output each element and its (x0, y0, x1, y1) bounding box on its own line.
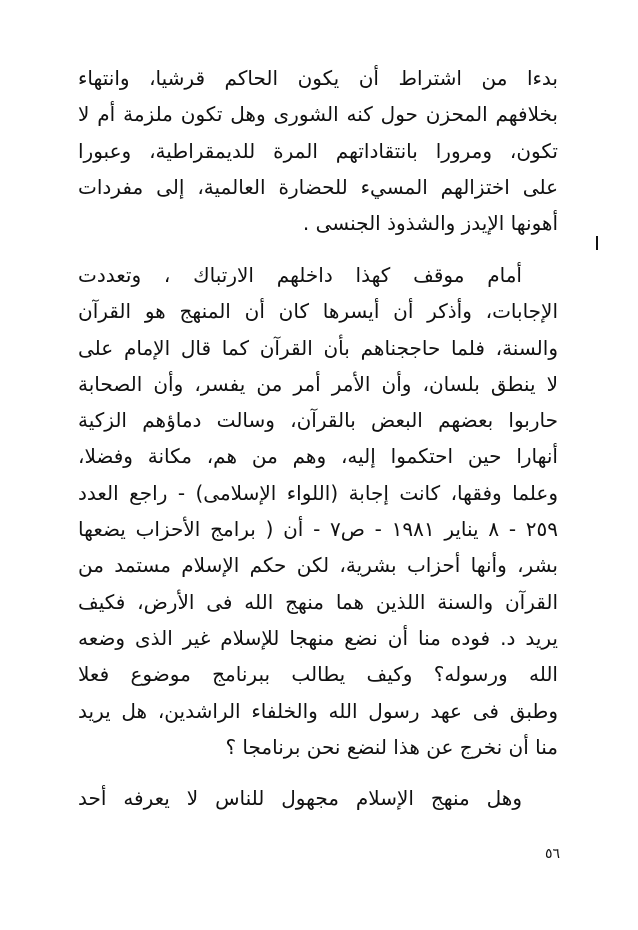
text-line: أنهارا حين احتكموا إليه، وهم من هم، مكانة وفضلا، (78, 444, 558, 469)
text-line: بشر، وأنها أحزاب بشرية، لكن حكم الإسلام مستمد من (78, 553, 558, 578)
text-line: بخلافهم المحزن حول كنه الشورى وهل تكون ملزمة أم لا (78, 102, 558, 127)
text-line: بدءا من اشتراط أن يكون الحاكم قرشيا، وانتهاء (78, 66, 558, 90)
text-line: القرآن والسنة اللذين هما منهج الله فى الأرض، فكيف (78, 589, 558, 614)
paragraph-2 (78, 257, 558, 765)
text-line: منا أن نخرج عن هذا لنضع نحن برنامجا ؟ (225, 734, 558, 759)
text-line: ٢٥٩ - ٨ يناير ١٩٨١ - ص٧ - أن ( برامج الأحزاب يضعها (78, 517, 558, 542)
text-line: وهل منهج الإسلام مجهول للناس لا يعرفه أحد (78, 786, 522, 810)
text-line: أمام موقف كهذا داخلهم الارتباك ، وتعددت (78, 263, 522, 287)
text-line: الإجابات، وأذكر أن أيسرها كان أن المنهج هو القرآن (78, 299, 558, 324)
page-number: ٥٦ (544, 846, 560, 862)
text-line: وطبق فى عهد رسول الله والخلفاء الراشدين، هل يريد (78, 698, 558, 723)
text-line: الله ورسوله؟ وكيف يطالب ببرنامج موضوع فعلا (78, 662, 558, 687)
text-line: على اختزالهم المسيء للحضارة العالمية، إلى مفردات (78, 174, 558, 199)
text-line: وعلما وفقها، كانت إجابة (اللواء الإسلامى) - راجع العدد (78, 480, 558, 505)
text-line: حاربوا بعضهم البعض بالقرآن، وسالت دماؤهم الزكية (78, 408, 558, 433)
text-line: يريد د. فوده منا أن نضع منهجا للإسلام غير الذى وضعه (78, 625, 558, 650)
text-line: لا ينطق بلسان، وأن الأمر أمر من يفسر، وأن الصحابة (78, 371, 558, 396)
paragraph-1 (78, 60, 558, 241)
margin-mark (596, 236, 598, 250)
text-line: والسنة، فلما حاججناهم بأن القرآن كما قال الإمام على (78, 335, 558, 360)
paragraph-3 (78, 780, 558, 816)
text-line: تكون، ومرورا بانتقاداتهم المرة للديمقراطية، وعبورا (78, 138, 558, 163)
text-line: أهونها الإيدز والشذوذ الجنسى . (302, 211, 558, 236)
